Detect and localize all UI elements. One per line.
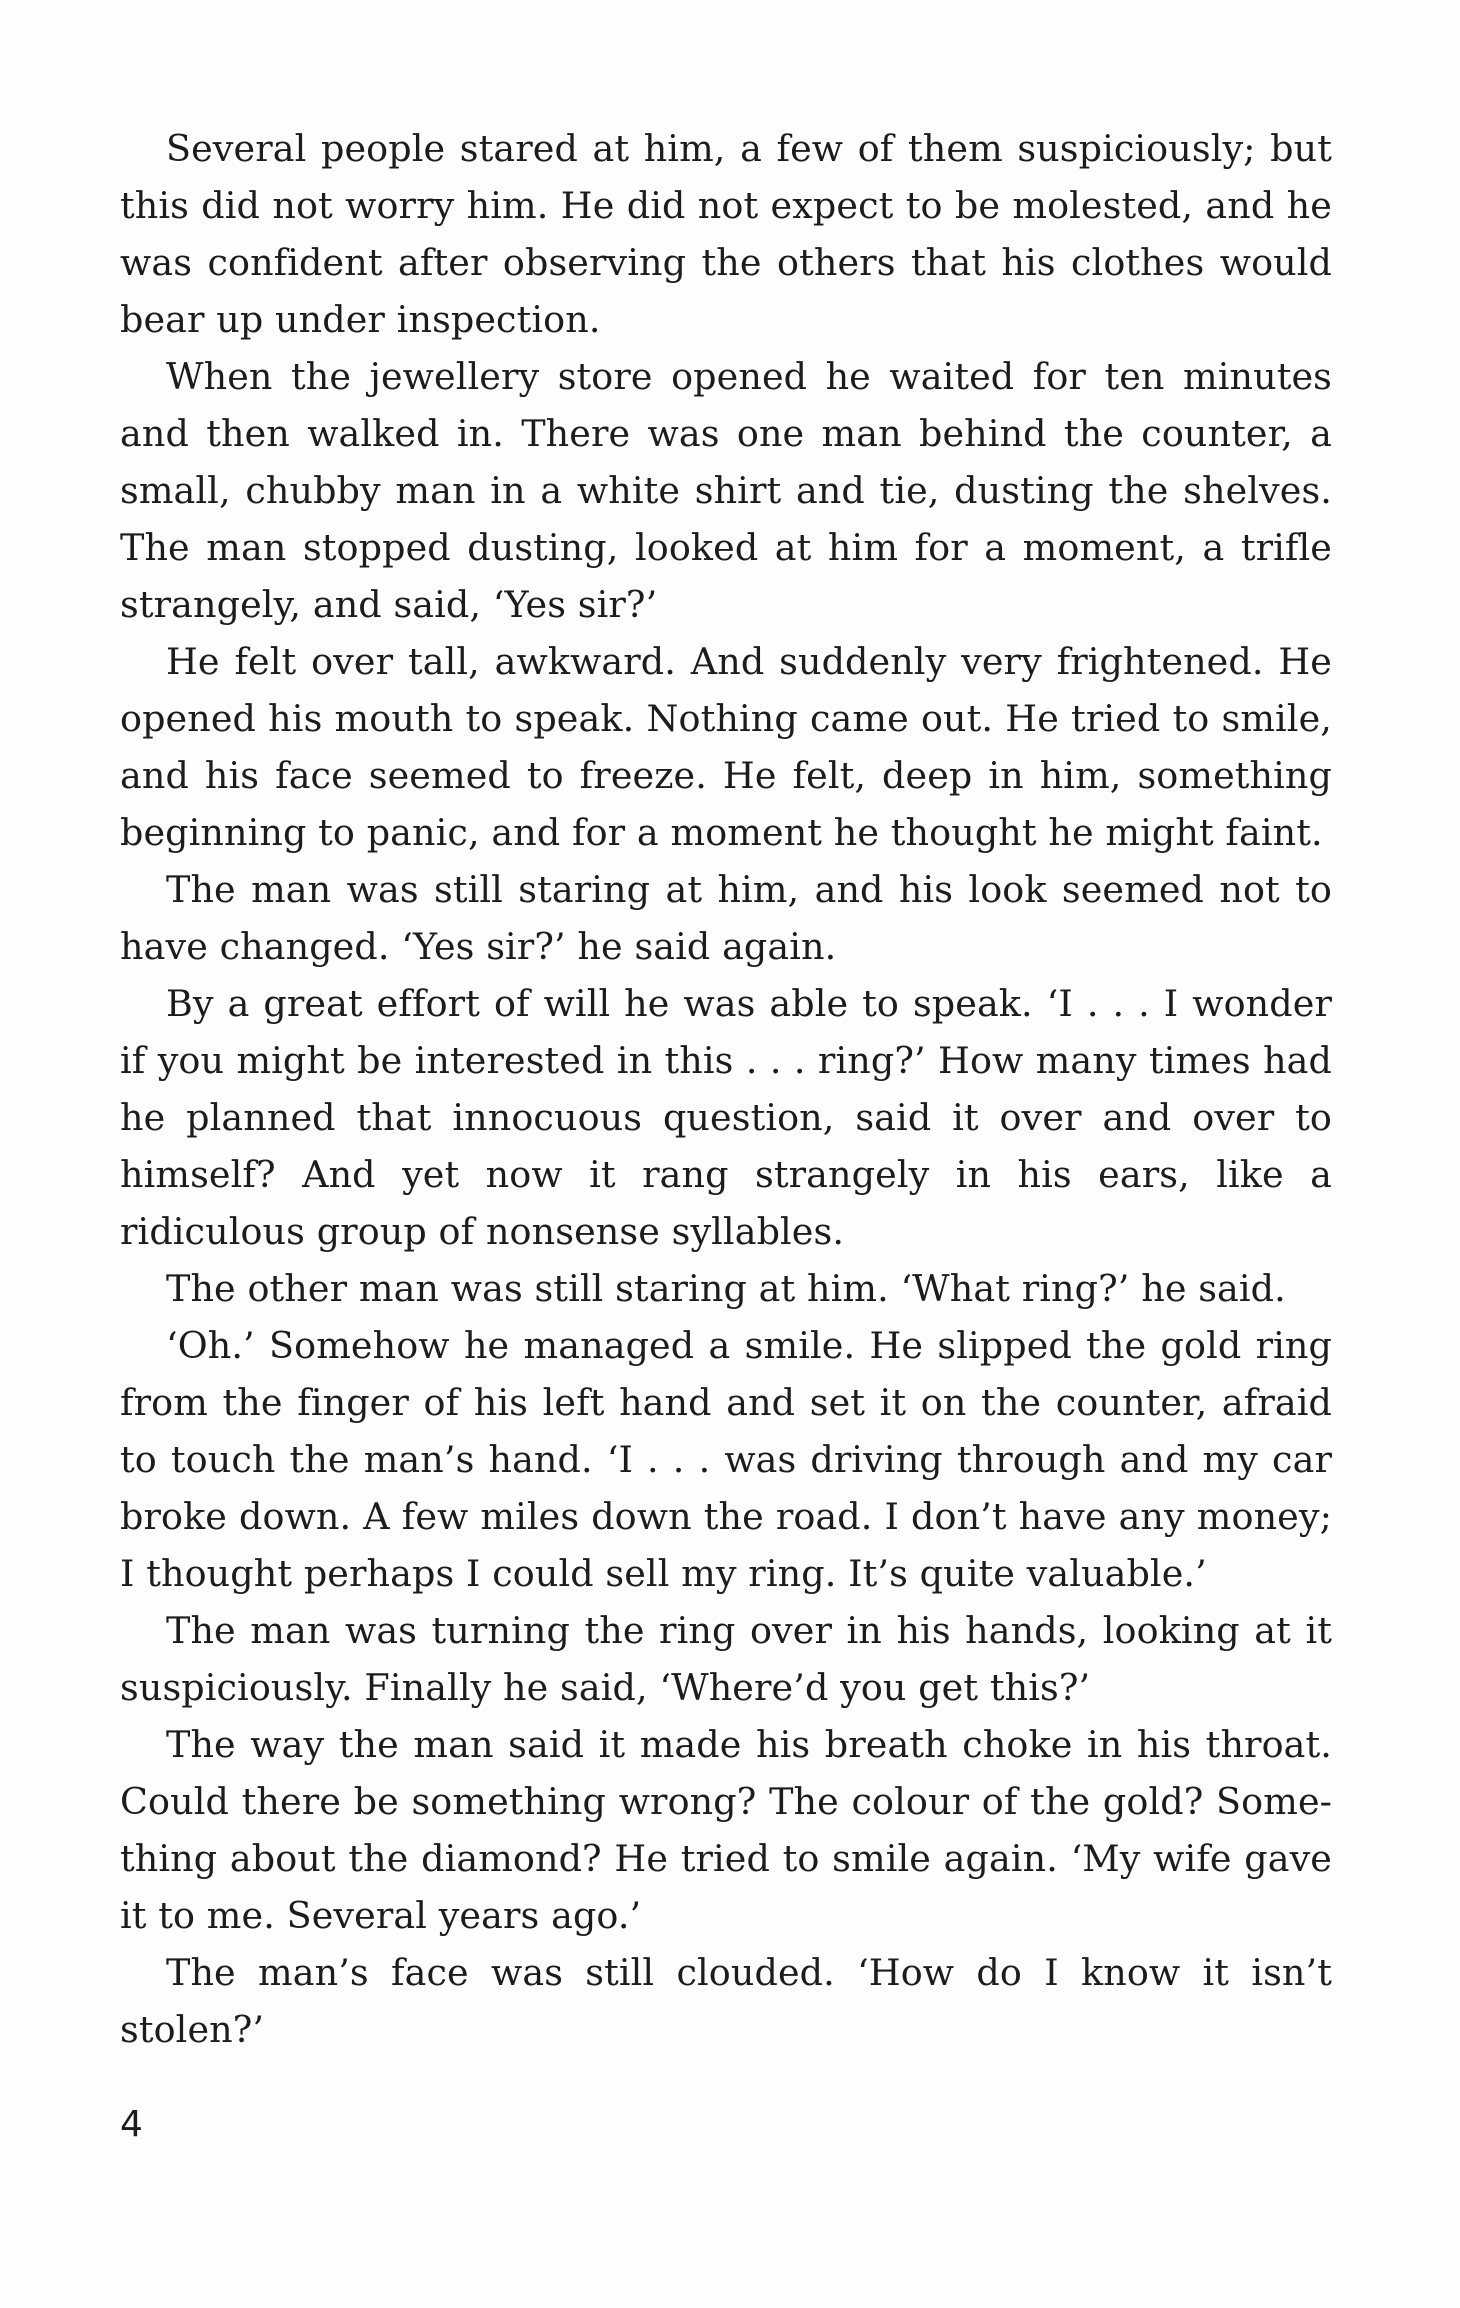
page-number: 4: [120, 2104, 143, 2145]
paragraph-5: By a great effort of will he was able to speak. ‘I . . . I wonder if you might be interested in this . . . ring?’ How many times had he planned that innocuous question, said it over and over to himself? And yet now it rang strangely in his ears, like a ridiculous group of nonsense syllables.: [120, 982, 1332, 1253]
paragraph-6: The other man was still staring at him. ‘What ring?’ he said.: [166, 1267, 1286, 1310]
paragraph-3: He felt over tall, awkward. And suddenly very frightened. He opened his mouth to speak. Nothing came out. He tried to smile, and his face seemed to freeze. He felt, deep in him, something beginning to panic, and for a moment he thought he might faint.: [120, 640, 1332, 854]
body-text: [120, 120, 1332, 2058]
paragraph-7: ‘Oh.’ Somehow he managed a smile. He slipped the gold ring from the finger of his left hand and set it on the counter, afraid to touch the man’s hand. ‘I . . . was driving through and my car broke down. A few miles down the road. I don’t have any money; I thought perhaps I could sell my ring. It’s quite valuable.’: [120, 1324, 1332, 1595]
paragraph-4: The man was still staring at him, and his look seemed not to have changed. ‘Yes sir?’ he said again.: [120, 868, 1332, 968]
paragraph-10: The man’s face was still clouded. ‘How do I know it isn’t stolen?’: [120, 1951, 1332, 2051]
paragraph-2: When the jewellery store opened he waited for ten minutes and then walked in. There was one man behind the counter, a small, chubby man in a white shirt and tie, dusting the shelves. The man stopped dusting, looked at him for a moment, a trifle strangely, and said, ‘Yes sir?’: [120, 355, 1332, 626]
paragraph-8: The man was turning the ring over in his hands, looking at it suspiciously. Finally he said, ‘Where’d you get this?’: [120, 1609, 1332, 1709]
paragraph-1: Several people stared at him, a few of them suspiciously; but this did not worry him. He did not expect to be molested, and he was confident after observing the others that his clothes would bear up under inspection.: [120, 127, 1332, 341]
paragraph-9: The way the man said it made his breath choke in his throat. Could there be something wrong? The colour of the gold? Something about the diamond? He tried to smile again. ‘My wife gave it to me. Several years ago.’: [120, 1723, 1332, 1937]
